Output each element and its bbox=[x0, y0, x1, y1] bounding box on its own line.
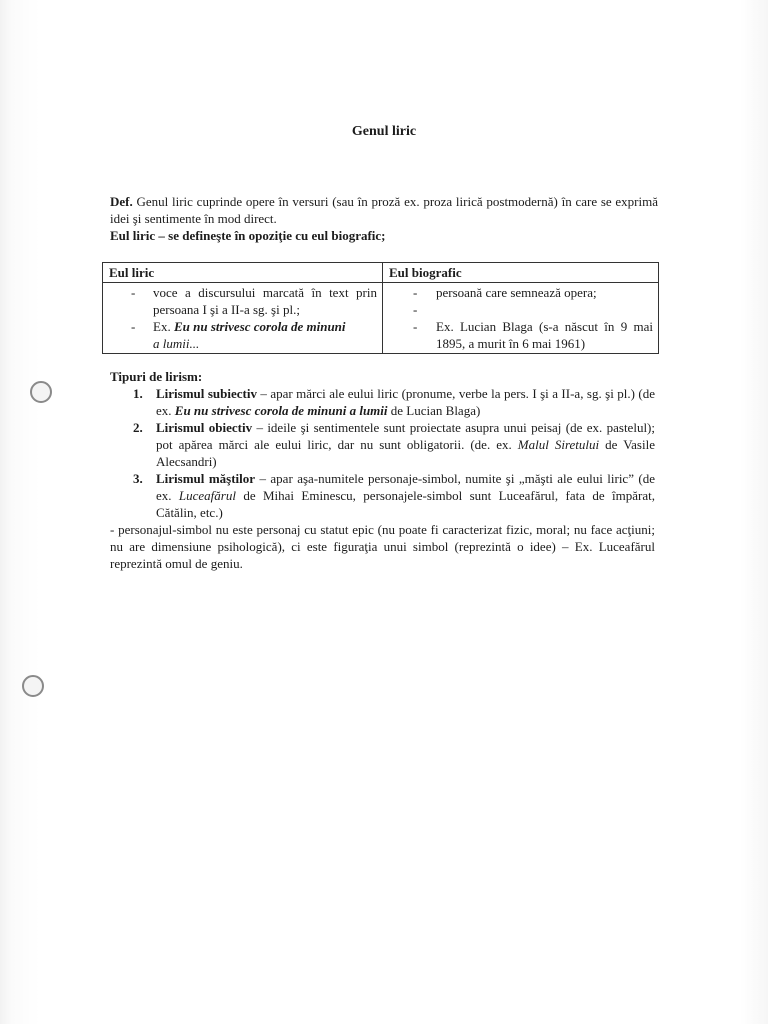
eul-biografic-list bbox=[389, 284, 653, 352]
item-number: 3. bbox=[133, 471, 143, 486]
list-item bbox=[109, 318, 377, 352]
eul-biografic-label: eul biografic bbox=[311, 228, 382, 243]
list-item bbox=[110, 419, 655, 470]
comparison-table bbox=[102, 262, 659, 354]
eul-liric-text: – se defineşte în opoziţie cu bbox=[155, 228, 312, 243]
list-item bbox=[110, 385, 655, 419]
lyricism-types-section bbox=[110, 368, 655, 572]
list-item bbox=[389, 318, 653, 352]
eul-liric-item-2-prefix: Ex. bbox=[153, 319, 174, 334]
section-heading: Tipuri de lirism: bbox=[110, 369, 203, 384]
item-text-end: de Lucian Blaga) bbox=[387, 403, 481, 418]
item-quote: Eu nu strivesc corola de minuni a lumii bbox=[174, 403, 388, 418]
list-gap bbox=[389, 301, 653, 318]
eul-biografic-end: ; bbox=[381, 228, 386, 243]
item-text: – ideile şi sentimentele sunt proiectate asupra unui peisaj (de ex. pastelul); pot apărea mărci ale eului liric, dar nu sunt obligatorii. (de. ex. bbox=[156, 420, 655, 452]
note-paragraph: - personajul-simbol nu este personaj cu statut epic (nu poate fi caracterizat fizic, moral; nu face acţiuni; nu are dimensiune psihologică), ci este figuraţia unui simbol (reprezintă o idee) – Ex. Luceafărul reprezintă omul de geniu. bbox=[110, 522, 655, 571]
item-text: – apar aşa-numitele personaje-simbol, numite şi „măşti ale eului liric” (de ex. bbox=[156, 471, 656, 503]
eul-liric-list bbox=[109, 284, 377, 352]
item-label: Lirismul măştilor bbox=[156, 471, 256, 486]
item-quote: Luceafărul bbox=[178, 488, 236, 503]
punch-hole-bottom bbox=[22, 675, 44, 697]
item-text-end: de Mihai Eminescu, personajele-simbol sunt Luceafărul, fata de împărat, Cătălin, etc.) bbox=[156, 488, 655, 520]
definition-paragraph bbox=[110, 193, 658, 227]
eul-liric-paragraph bbox=[110, 227, 658, 244]
table-header-eul-biografic: Eul biografic bbox=[383, 263, 659, 283]
table-cell-eul-biografic bbox=[383, 283, 659, 354]
item-label: Lirismul obiectiv bbox=[156, 420, 253, 435]
table-header-row bbox=[103, 263, 659, 283]
list-item bbox=[109, 284, 377, 318]
item-text-end: de Vasile Alecsandri) bbox=[156, 437, 655, 469]
punch-hole-top bbox=[30, 381, 52, 403]
eul-biografic-item-1: persoană care semnează opera; bbox=[436, 285, 597, 300]
def-text: Genul liric cuprinde opere în versuri (sau în proză ex. proza lirică postmodernă) în care se exprimă idei şi sentimente în mod direct. bbox=[110, 194, 658, 226]
def-label: Def. bbox=[110, 194, 133, 209]
item-label: Lirismul subiectiv bbox=[156, 386, 257, 401]
eul-biografic-item-2: Ex. Lucian Blaga (s-a născut în 9 mai 1895, a murit în 6 mai 1961) bbox=[436, 319, 653, 351]
item-quote: Malul Siretului bbox=[517, 437, 600, 452]
eul-liric-item-2-quote-end: a lumii... bbox=[153, 336, 200, 351]
eul-liric-item-2-quote: Eu nu strivesc corola de minuni bbox=[173, 319, 346, 334]
list-item bbox=[389, 284, 653, 301]
item-number: 1. bbox=[133, 386, 143, 401]
definition-block bbox=[110, 193, 658, 244]
lyricism-types-list bbox=[110, 385, 655, 521]
eul-liric-label: Eul liric bbox=[110, 228, 156, 243]
item-text: – apar mărci ale eului liric (pronume, verbe la pers. I şi a II-a, sg. şi pl.) (de ex. bbox=[156, 386, 655, 418]
item-number: 2. bbox=[133, 420, 143, 435]
table-cell-eul-liric bbox=[103, 283, 383, 354]
page-title: Genul liric bbox=[351, 124, 417, 139]
list-item bbox=[110, 470, 655, 521]
eul-liric-item-1: voce a discursului marcată în text prin persoana I şi a II-a sg. şi pl.; bbox=[153, 285, 377, 317]
table-row bbox=[103, 283, 659, 354]
table-header-eul-liric: Eul liric bbox=[103, 263, 383, 283]
